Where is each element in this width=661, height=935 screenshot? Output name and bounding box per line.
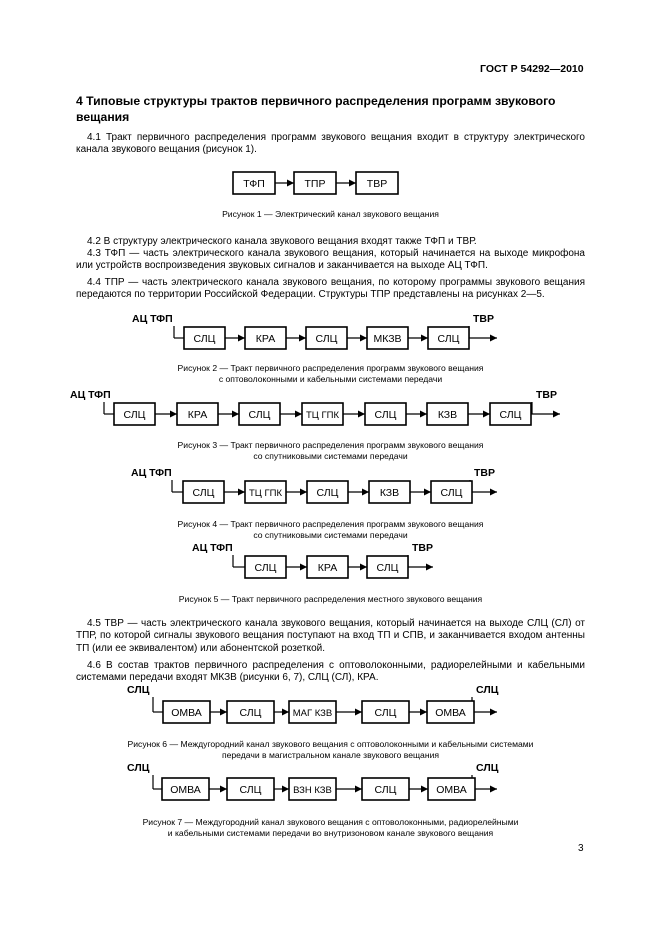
figure-3-caption: Рисунок 3 — Тракт первичного распределения программ звукового вещания со спутниковыми системами передачи (177, 440, 484, 461)
output-label: ТВР (412, 542, 433, 554)
figure-4-caption: Рисунок 4 — Тракт первичного распределения программ звукового вещания со спутниковыми системами передачи (177, 519, 484, 540)
block-label: ТЦ ГПК (249, 488, 282, 499)
block-label: СЛЦ (254, 562, 277, 574)
input-label: СЛЦ (127, 762, 150, 774)
input-label: АЦ ТФП (70, 389, 111, 401)
paragraph-4-1: 4.1 Тракт первичного распределения программ звукового вещания входит в структуру электрического канала звукового вещания (рисунок 1). (76, 132, 585, 156)
figure-1-diagram (233, 172, 398, 194)
paragraph-4-6: 4.6 В состав трактов первичного распределения с оптоволоконными, радиорелейными и кабельными системами передачи входят МКЗВ (рисунки 6, 7), СЛЦ (СЛ), КРА. (76, 660, 585, 684)
paragraph-4-4: 4.4 ТПР — часть электрического канала звукового вещания, по которому программы звукового вещания передаются по территории Российской Федерации. Структуры ТПР представлены на рисунках 2—5. (76, 277, 585, 301)
standard-number: ГОСТ Р 54292—2010 (480, 63, 584, 75)
block-label: СЛЦ (192, 487, 215, 499)
block-label: КРА (187, 409, 208, 421)
figure-5-caption: Рисунок 5 — Тракт первичного распределения местного звукового вещания (178, 594, 483, 604)
output-label: ТВР (536, 389, 557, 401)
block-label: ВЗН КЗВ (293, 785, 332, 796)
input-label: АЦ ТФП (192, 542, 233, 554)
input-label: АЦ ТФП (132, 313, 173, 325)
block-label: ОМВА (435, 707, 466, 719)
block-label: ТЦ ГПК (306, 410, 339, 421)
page-number: 3 (578, 843, 584, 854)
figure-7-diagram (127, 762, 499, 800)
block-label: КРА (255, 333, 276, 345)
figure-2-diagram (132, 313, 497, 349)
output-label: СЛЦ (476, 684, 499, 696)
block-label: СЛЦ (248, 409, 271, 421)
block-label: СЛЦ (376, 562, 399, 574)
block-label: КЗВ (437, 409, 458, 421)
paragraph-4-5: 4.5 ТВР — часть электрического канала звукового вещания, который начинается на выходе СЛЦ (СЛ) от ТПР, по которой сигналы звукового вещания поступают на вход ТП и СПВ, и заканчивается входом антенны ТП (или ее эквивалентом) или абонентской розеткой. (76, 618, 585, 654)
block-label: СЛЦ (239, 784, 262, 796)
block-label: СЛЦ (193, 333, 216, 345)
block-label: ОМВА (170, 784, 201, 796)
block-label: СЛЦ (437, 333, 460, 345)
block-label: ОМВА (171, 707, 202, 719)
block-label: КЗВ (379, 487, 400, 499)
figure-6-caption: Рисунок 6 — Междугородний канал звукового вещания с оптоволоконными и кабельными системами передачи в магистральном канале звукового вещания (127, 739, 534, 760)
block-label: КРА (317, 562, 338, 574)
input-label: СЛЦ (127, 684, 150, 696)
block-label: СЛЦ (239, 707, 262, 719)
output-label: ТВР (474, 467, 495, 479)
block-label: СЛЦ (123, 409, 146, 421)
block-label: ТПР (304, 178, 326, 190)
block-label: МКЗВ (373, 333, 402, 345)
paragraph-4-2: 4.2 В структуру электрического канала звукового вещания входят также ТФП и ТВР. (87, 236, 477, 247)
figure-1-caption: Рисунок 1 — Электрический канал звукового вещания (222, 209, 439, 219)
block-label: СЛЦ (440, 487, 463, 499)
figure-6-diagram (127, 684, 499, 723)
block-label: МАГ КЗВ (292, 708, 333, 719)
input-label: АЦ ТФП (131, 467, 172, 479)
figure-3-diagram (70, 389, 560, 425)
block-label: ТФП (243, 178, 265, 190)
figure-5-diagram (192, 542, 433, 578)
paragraph-4-3: 4.3 ТФП — часть электрического канала звукового вещания, который начинается на выходе микрофона или устройств воспроизведения звуковых сигналов и заканчивается на выходе АЦ ТФП. (76, 248, 585, 272)
block-label: ОМВА (436, 784, 467, 796)
block-label: СЛЦ (374, 409, 397, 421)
block-label: СЛЦ (316, 487, 339, 499)
block-label: СЛЦ (499, 409, 522, 421)
figure-4-diagram (131, 467, 497, 503)
block-label: ТВР (366, 178, 388, 190)
output-label: ТВР (473, 313, 494, 325)
section-title: 4 Типовые структуры трактов первичного распределения программ звукового вещания (76, 94, 556, 124)
figure-7-caption: Рисунок 7 — Междугородний канал звукового вещания с оптоволоконными, радиорелейными и кабельными системами передачи во внутризоновом канале звукового вещания (142, 817, 519, 838)
block-label: СЛЦ (374, 784, 397, 796)
output-label: СЛЦ (476, 762, 499, 774)
figure-2-caption: Рисунок 2 — Тракт первичного распределения программ звукового вещания с оптоволоконными и кабельными системами передачи (177, 363, 484, 384)
block-label: СЛЦ (374, 707, 397, 719)
block-label: СЛЦ (315, 333, 338, 345)
